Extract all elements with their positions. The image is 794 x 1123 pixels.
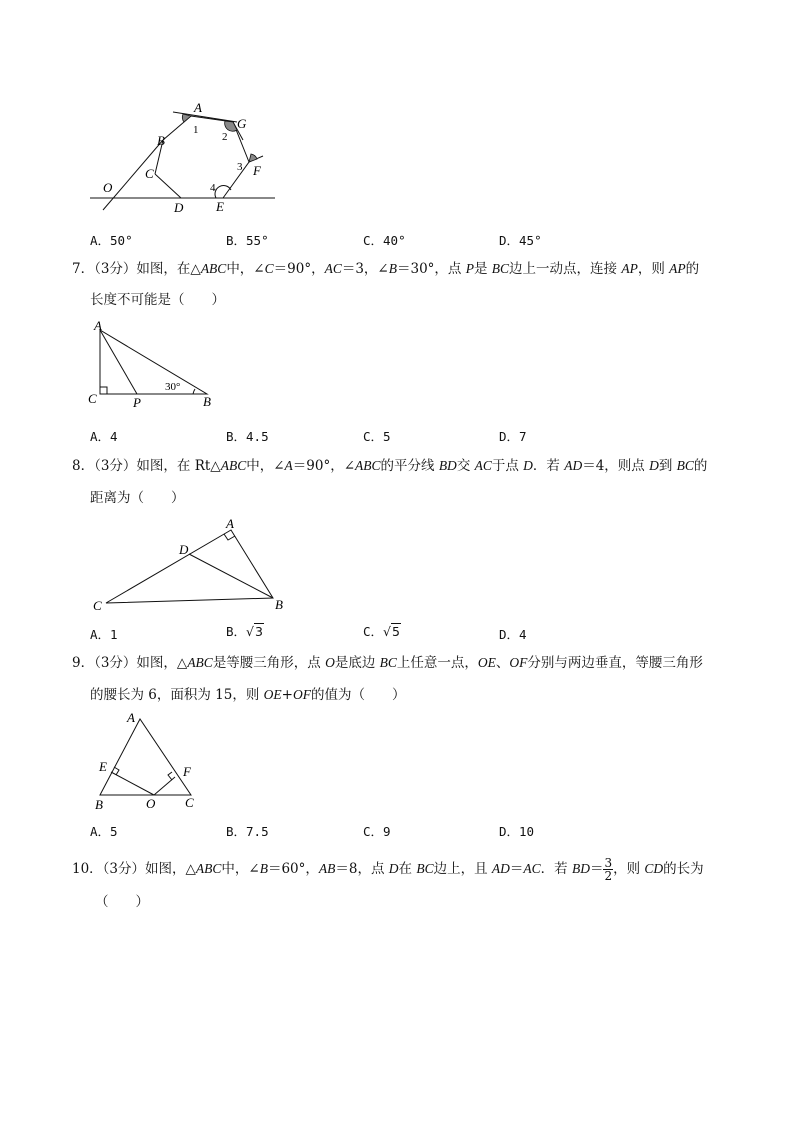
q10-fraction bbox=[603, 857, 613, 882]
q8-option-b-radicand: 3 bbox=[255, 624, 263, 639]
q9-label-F: F bbox=[183, 764, 191, 779]
q8-stem-line1: 8．（3分）如图，在 Rt△ABC中，∠A＝90°，∠ABC的平分线 BD交 AC于点 D．若 AD＝4，则点 D到 BC的 bbox=[72, 458, 708, 474]
q6-label-F: F bbox=[253, 163, 261, 178]
q7-option-c[interactable]: C．5 bbox=[363, 429, 391, 444]
q6-line-cd bbox=[155, 174, 181, 198]
q6-figure bbox=[85, 100, 285, 215]
q8-triangle-abc bbox=[106, 530, 273, 603]
q7-label-A: A bbox=[94, 318, 102, 333]
q8-option-b[interactable] bbox=[226, 622, 264, 640]
q9-label-O: O bbox=[146, 796, 156, 810]
q7-figure bbox=[85, 318, 220, 410]
q9-option-a[interactable]: A．5 bbox=[90, 824, 118, 839]
q7-stem-line2: 长度不可能是（ ） bbox=[90, 292, 225, 308]
q8-label-B: B bbox=[275, 597, 283, 612]
q8-option-d[interactable]: D．4 bbox=[499, 627, 527, 642]
q6-option-d[interactable]: D．45° bbox=[499, 233, 542, 248]
q6-label-1: 1 bbox=[193, 124, 199, 136]
q7-stem-prefix: 7．（3分）如图，在△ bbox=[72, 261, 201, 277]
q10-fraction-numerator: 3 bbox=[604, 856, 613, 870]
q7-segment-ap bbox=[100, 330, 137, 394]
q7-option-a[interactable]: A．4 bbox=[90, 429, 118, 444]
q8-label-D: D bbox=[179, 542, 189, 557]
q7-label-angle: 30° bbox=[165, 381, 181, 393]
q6-label-3: 3 bbox=[237, 161, 243, 173]
q6-angle-mark-4 bbox=[215, 186, 231, 198]
q9-stem-line2: 的腰长为 6，面积为 15，则 OE+OF的值为（ ） bbox=[90, 687, 406, 703]
q6-label-D: D bbox=[174, 200, 184, 215]
q6-option-c[interactable]: C．40° bbox=[363, 233, 406, 248]
q7-label-C: C bbox=[88, 391, 97, 406]
q6-label-O: O bbox=[103, 180, 113, 195]
q9-label-E: E bbox=[99, 759, 107, 774]
q6-option-b[interactable]: B．55° bbox=[226, 233, 269, 248]
q7-option-d[interactable]: D．7 bbox=[499, 429, 527, 444]
q9-figure bbox=[88, 710, 203, 810]
q6-label-4: 4 bbox=[210, 182, 216, 194]
q7-option-b[interactable]: B．4.5 bbox=[226, 429, 269, 444]
q9-label-C: C bbox=[185, 795, 194, 810]
q9-stem-tail: 的值为（ ） bbox=[310, 687, 406, 703]
q10-stem-line1: 10．（3分）如图，△ABC中，∠B＝60°，AB＝8，点 D在 BC边上，且 AD＝AC．若 BD＝ $\frac{3}{2}$ ，则 CD的长为 bbox=[72, 856, 704, 883]
q8-segment-bd bbox=[189, 554, 273, 598]
q6-label-G: G bbox=[237, 116, 247, 131]
q10-stem-line2: （ ） bbox=[95, 894, 149, 910]
q8-figure bbox=[88, 514, 293, 614]
q6-angle-mark-1 bbox=[182, 114, 191, 122]
q9-option-d[interactable]: D．10 bbox=[499, 824, 535, 839]
q9-segment-oe bbox=[111, 772, 154, 795]
q6-line-ob bbox=[103, 140, 163, 210]
q7-label-P: P bbox=[133, 395, 141, 410]
q7-triangle-acb bbox=[100, 330, 207, 394]
q9-right-angle-mark-f bbox=[168, 772, 172, 780]
q8-option-c-sqrt: √5 bbox=[383, 624, 400, 639]
q6-label-C: C bbox=[145, 166, 154, 181]
q6-angle-mark-2 bbox=[225, 121, 237, 131]
q9-option-c[interactable]: C．9 bbox=[363, 824, 391, 839]
q8-option-a[interactable]: A．1 bbox=[90, 627, 118, 642]
q8-option-c-radicand: 5 bbox=[392, 624, 400, 639]
q8-option-b-label: B． bbox=[226, 624, 247, 639]
q6-angle-mark-3 bbox=[249, 154, 257, 162]
q8-option-c[interactable] bbox=[363, 622, 401, 640]
q10-fraction-denominator: 2 bbox=[604, 869, 613, 883]
q9-label-B: B bbox=[95, 797, 103, 810]
q8-option-b-sqrt: √3 bbox=[246, 624, 263, 639]
q9-triangle-abc bbox=[100, 719, 191, 795]
q7-angle-mark-b bbox=[193, 389, 195, 394]
q8-stem-line2: 距离为（ ） bbox=[90, 490, 185, 506]
q6-label-2: 2 bbox=[222, 131, 228, 143]
q7-right-angle-mark bbox=[100, 387, 107, 394]
q8-option-c-label: C． bbox=[363, 624, 384, 639]
q8-label-C: C bbox=[93, 598, 102, 613]
q7-label-B: B bbox=[203, 394, 211, 409]
q7-stem-line1: 7．（3分）如图，在△ABC中，∠C＝90°，AC＝3，∠B＝30°，点 P是 BC边上一动点，连接 AP，则 AP的 bbox=[72, 261, 700, 277]
q6-label-E: E bbox=[216, 199, 224, 214]
q6-option-a[interactable]: A．50° bbox=[90, 233, 133, 248]
q6-label-B: B bbox=[157, 133, 165, 148]
q9-label-A: A bbox=[127, 710, 135, 725]
q8-label-A: A bbox=[226, 516, 234, 531]
q6-label-A: A bbox=[194, 100, 202, 115]
q8-right-angle-mark bbox=[224, 534, 235, 540]
q9-stem-line1: 9．（3分）如图，△ABC是等腰三角形，点 O是底边 BC上任意一点，OE、OF分别与两边垂直，等腰三角形 bbox=[72, 655, 703, 671]
q9-option-b[interactable]: B．7.5 bbox=[226, 824, 269, 839]
